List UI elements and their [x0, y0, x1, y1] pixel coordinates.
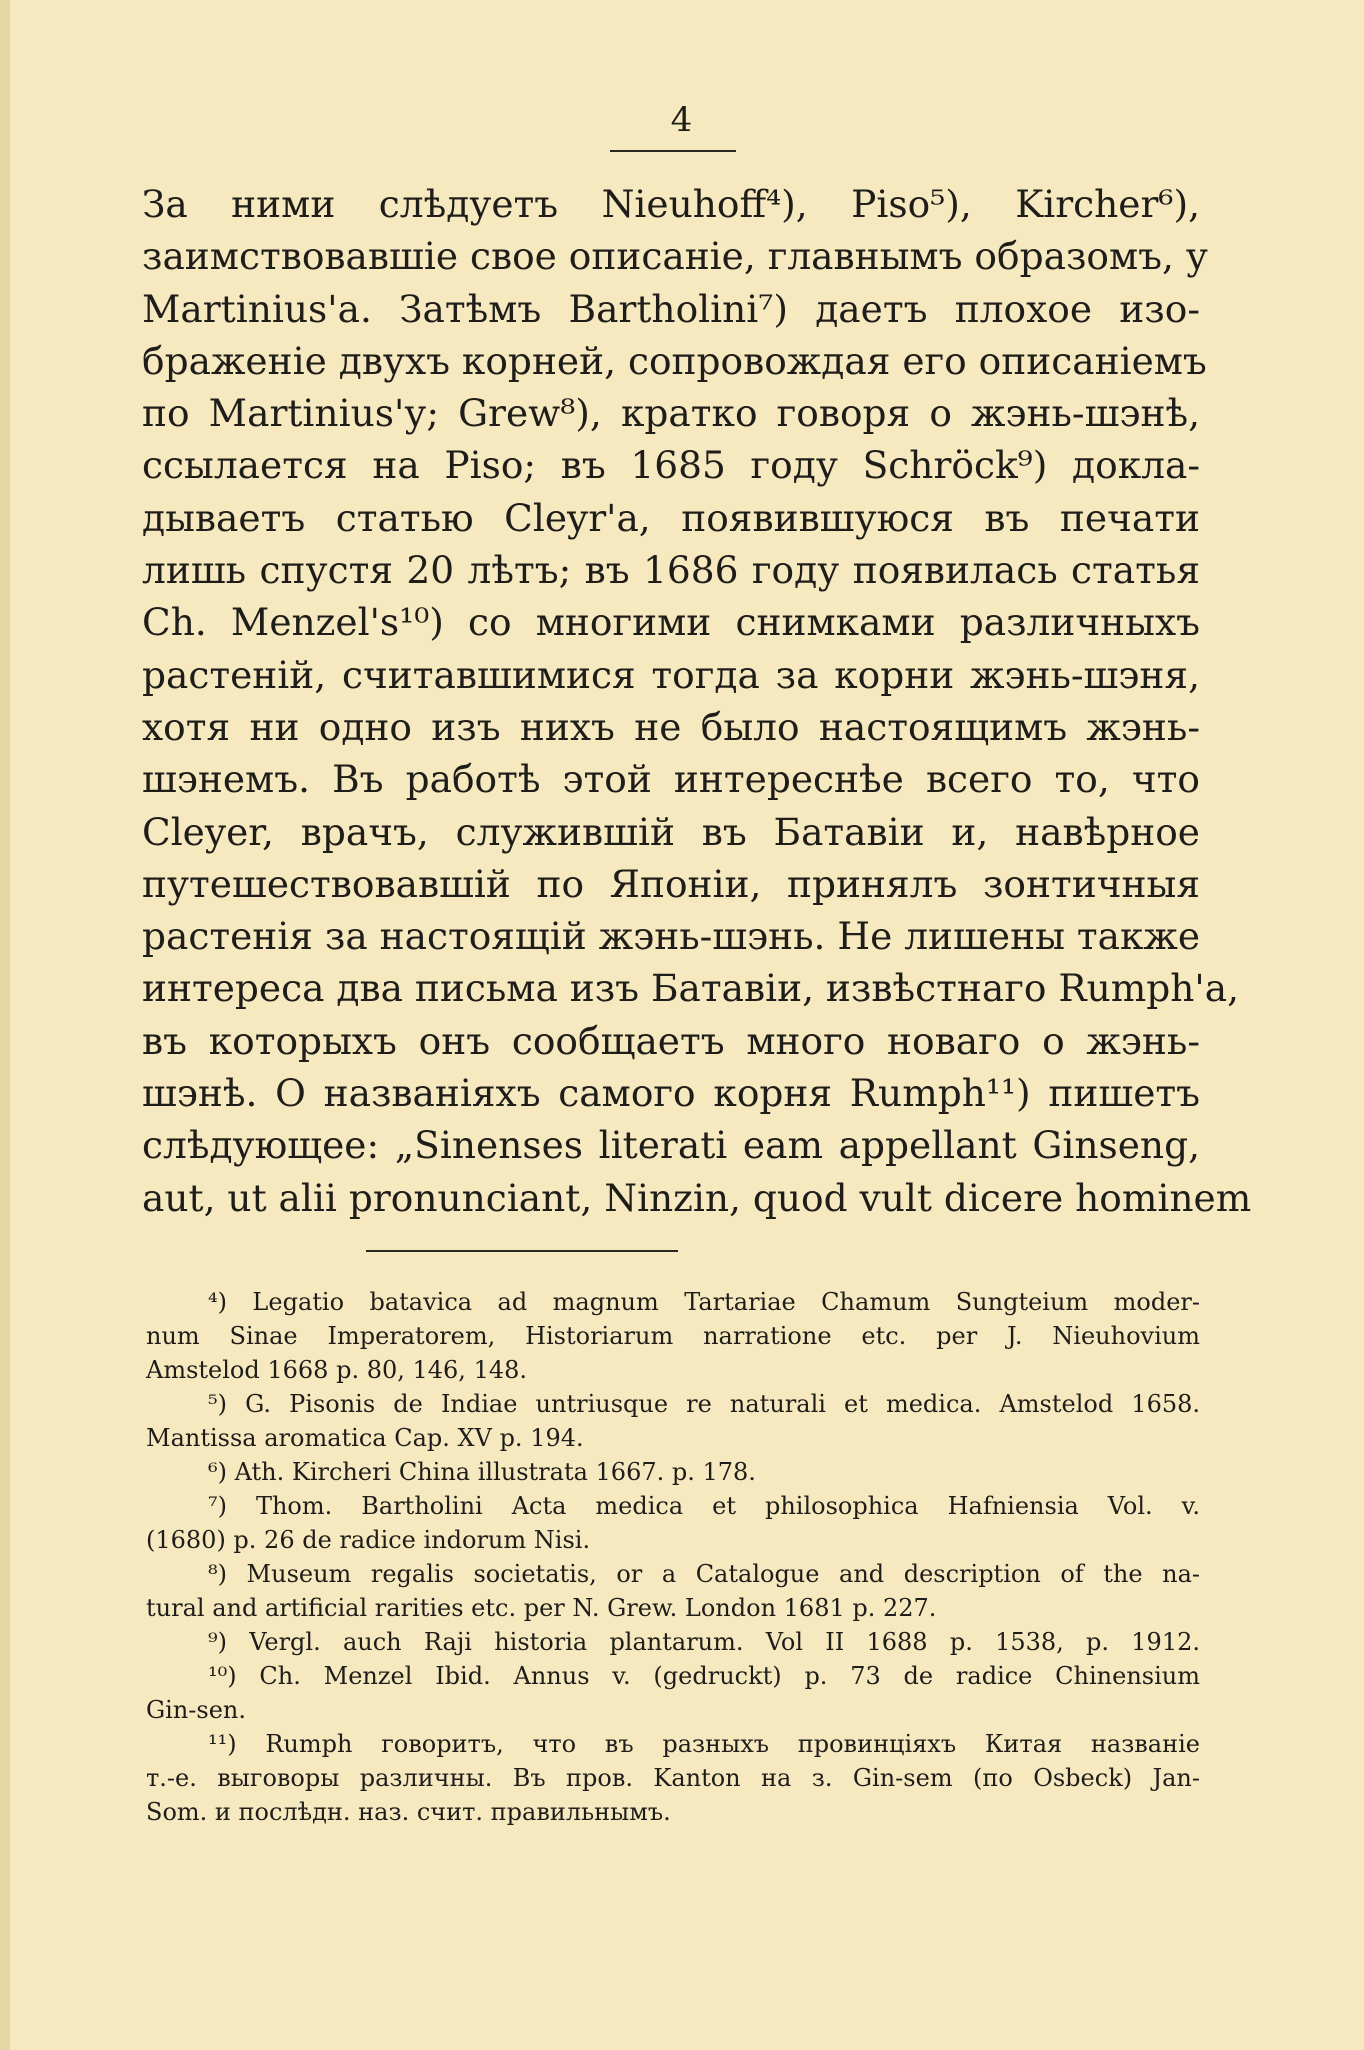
text-line: по Martinius'у; Grew⁸), кратко говоря о жэнь-шэнѣ, — [142, 391, 1200, 436]
footnote-line: ⁹) Vergl. auch Raji historia plantarum. Vol II 1688 p. 1538, p. 1912. — [208, 1628, 1200, 1656]
footnote-line: num Sinae Imperatorem, Historiarum narratione etc. per J. Nieuhovium — [146, 1322, 1200, 1350]
text-line: интереса два письма изъ Батавіи, извѣстнаго Rumph'а, — [142, 966, 1240, 1011]
page-number-rule — [610, 150, 736, 152]
footnote-line: ⁴) Legatio batavica ad magnum Tartariae Chamum Sungteium moder- — [208, 1288, 1200, 1316]
page-edge — [0, 0, 10, 2050]
footnote-line: ⁷) Thom. Bartholini Acta medica et philosophica Hafniensia Vol. v. — [208, 1492, 1200, 1520]
footnotes — [146, 1285, 1200, 1829]
footnote-line: Gin-sen. — [146, 1696, 247, 1724]
text-line: Ch. Menzel's¹⁰) со многими снимками различныхъ — [142, 600, 1200, 645]
text-line: Martinius'а. Затѣмъ Bartholini⁷) даетъ плохое изо- — [142, 286, 1200, 331]
text-line: хотя ни одно изъ нихъ не было настоящимъ жэнь- — [142, 704, 1200, 749]
text-line: дываетъ статью Cleyr'а, появившуюся въ печати — [142, 495, 1200, 540]
text-line: За ними слѣдуетъ Nieuhoff⁴), Piso⁵), Kircher⁶), — [142, 182, 1200, 226]
main-text — [142, 178, 1252, 1224]
page-number: 4 — [670, 100, 694, 140]
footnote-line: т.-е. выговоры различны. Въ пров. Kanton на з. Gin-sem (по Osbeck) Jan- — [146, 1764, 1200, 1792]
text-line: въ которыхъ онъ сообщаетъ много новаго о жэнь- — [142, 1018, 1200, 1063]
text-line: шэнемъ. Въ работѣ этой интереснѣе всего то, что — [142, 757, 1200, 802]
footnote-line: ⁶) Ath. Kircheri China illustrata 1667. p. 178. — [208, 1458, 756, 1486]
text-line: aut, ut alii pronunciant, Ninzin, quod vult dicere hominem — [142, 1175, 1252, 1220]
footnote-line: Som. и послѣдн. наз. счит. правильнымъ. — [146, 1798, 671, 1826]
footnote-separator — [366, 1250, 678, 1252]
footnote-line: ⁵) G. Pisonis de Indiae untriusque re naturali et medica. Amstelod 1658. — [208, 1390, 1200, 1418]
text-line: путешествовавшій по Японіи, принялъ зонтичныя — [142, 861, 1200, 906]
text-line: лишь спустя 20 лѣтъ; въ 1686 году появилась статья — [142, 548, 1200, 593]
footnote-line: ⁸) Museum regalis societatis, or a Catalogue and description of the na- — [208, 1560, 1200, 1588]
footnote-line: ¹¹) Rumph говоритъ, что въ разныхъ провинціяхъ Китая названіе — [208, 1730, 1200, 1758]
text-line: растенія за настоящій жэнь-шэнь. Не лишены также — [142, 914, 1201, 959]
footnote-line: ¹⁰) Ch. Menzel Ibid. Annus v. (gedruckt) p. 73 de radice Chinensium — [208, 1662, 1200, 1690]
footnote-line: (1680) p. 26 de radice indorum Nisi. — [146, 1526, 591, 1554]
text-line: заимствовавшіе свое описаніе, главнымъ образомъ, у — [142, 234, 1208, 279]
text-line: шэнѣ. О названіяхъ самого корня Rumph¹¹) пишетъ — [142, 1071, 1200, 1116]
footnote-line: Amstelod 1668 p. 80, 146, 148. — [146, 1356, 527, 1384]
text-line: слѣдующее: „Sinenses literati eam appellant Ginseng, — [142, 1123, 1200, 1168]
text-line: ссылается на Piso; въ 1685 году Schröck⁹) докла- — [142, 443, 1200, 488]
footnote-line: Mantissa aromatica Cap. XV p. 194. — [146, 1424, 584, 1452]
text-line: растеній, считавшимися тогда за корни жэнь-шэня, — [142, 652, 1200, 697]
text-line: Cleyer, врачъ, служившій въ Батавіи и, навѣрное — [142, 809, 1200, 854]
text-line: браженіе двухъ корней, сопровождая его описаніемъ — [142, 338, 1207, 383]
footnote-line: tural and artificial rarities etc. per N. Grew. London 1681 p. 227. — [146, 1594, 937, 1622]
